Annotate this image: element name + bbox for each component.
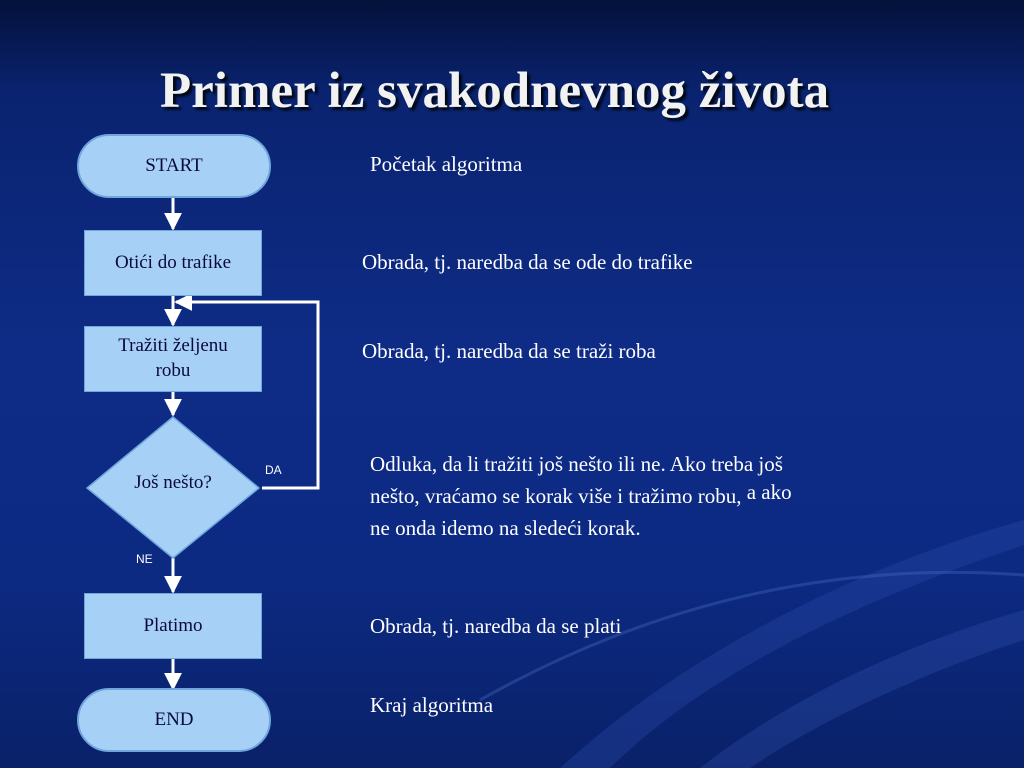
end-label: END (154, 708, 194, 730)
desc-step2: Obrada, tj. naredba da se traži roba (362, 339, 656, 363)
end-terminal (77, 688, 271, 752)
branch-yes-label: DA (265, 463, 282, 477)
step-pay (84, 593, 262, 659)
start-label: START (145, 154, 203, 176)
desc-decision-line2-wrap (370, 480, 970, 512)
desc-step1: Obrada, tj. naredba da se ode do trafike (362, 250, 693, 274)
branch-no-label: NE (136, 552, 153, 566)
desc-decision-line3: ne onda idemo na sledeći korak. (370, 516, 641, 540)
desc-decision-tail: a ako (746, 480, 792, 504)
step-go-to-kiosk (84, 230, 262, 296)
step-search-goods-line1: Tražiti željenu (118, 335, 228, 357)
desc-decision (370, 448, 970, 544)
desc-step3: Obrada, tj. naredba da se plati (370, 614, 622, 638)
start-terminal (77, 134, 271, 198)
step-search-goods (84, 326, 262, 392)
desc-decision-line2: nešto, vraćamo se korak više i tražimo robu, (370, 484, 742, 508)
step-pay-label: Platimo (143, 614, 203, 636)
step-go-to-kiosk-label: Otići do trafike (114, 251, 232, 273)
desc-decision-line1: Odluka, da li tražiti još nešto ili ne. Ako treba još (370, 452, 783, 476)
desc-start: Početak algoritma (370, 152, 523, 176)
desc-end: Kraj algoritma (370, 693, 494, 717)
slide-title: Primer iz svakodnevnog života (160, 63, 830, 119)
step-search-goods-line2: robu (155, 360, 191, 381)
decision-label: Još nešto? (134, 472, 212, 493)
